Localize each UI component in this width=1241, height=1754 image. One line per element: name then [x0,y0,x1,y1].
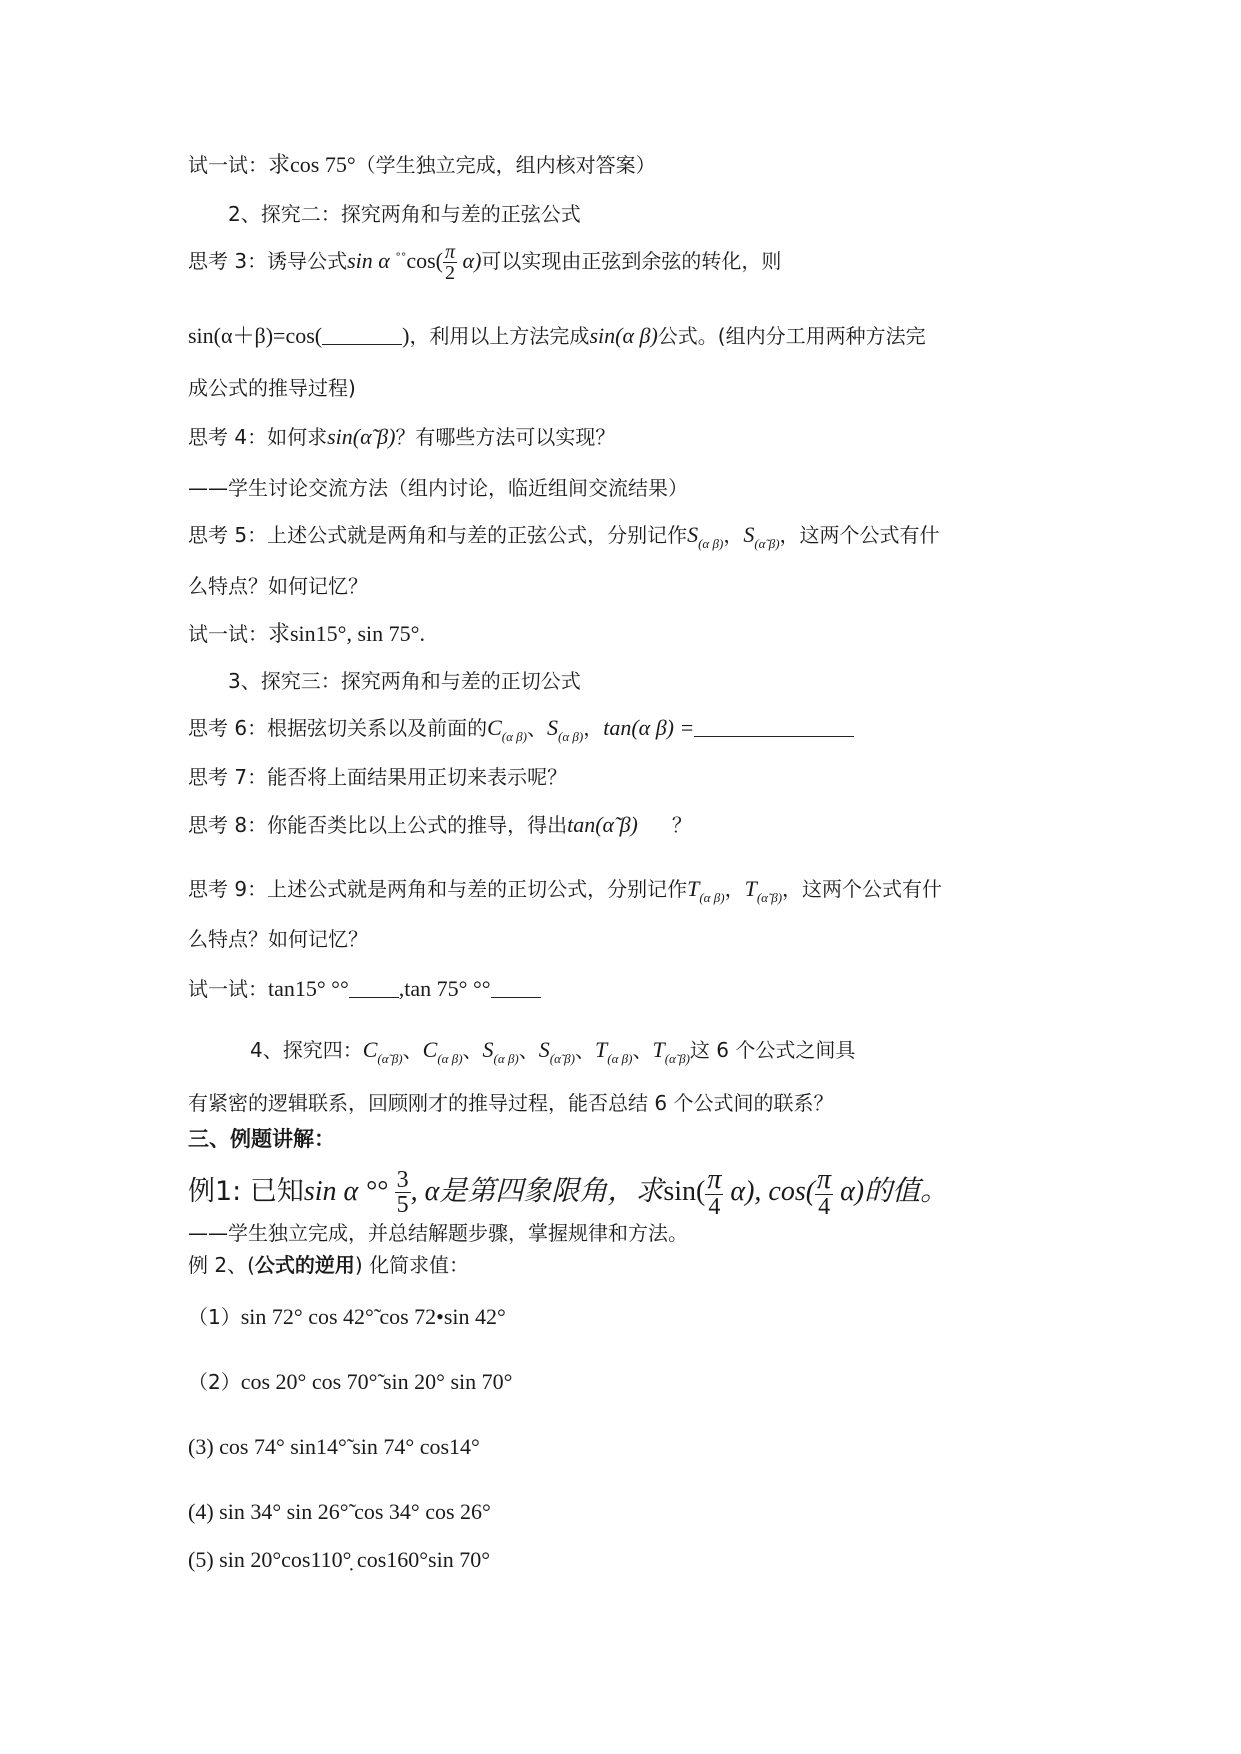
problem-3: (3) cos 74° sin14°̃ sin 74° cos14° [188,1434,480,1459]
try-line-2: 试一试：求sin15°, sin 75°. [188,621,425,646]
think-4-line: 思考 4：如何求sin(α̃ β)？有哪些方法可以实现？ [188,424,616,449]
problem-5: (5) sin 20°cos110°̣ cos160°sin 70° [188,1547,491,1572]
answer-blank[interactable] [694,736,854,737]
explore-4-continued: 有紧密的逻辑联系，回顾刚才的推导过程，能否总结 6 个公式间的联系？ [188,1091,834,1115]
fraction-3-over-5: $\frac{3}{5}$ [396,1167,409,1218]
example-1: 例1: 已知sin α °° $\frac{3}{5}$ , α是第四象限角，求sin( $\frac{\pi}{4}$ α), cos( $\frac{\pi}{4}$ α)的值。 [188,1164,949,1220]
think-9-line: 思考 9：上述公式就是两角和与差的正切公式，分别记作$T_{(\alpha \beta)}$，$T_{(\alphã \beta)}$，这两个公式有什 [188,876,943,905]
answer-blank[interactable] [322,344,402,345]
think-3-continued: sin(α＋β)=cos( )，利用以上方法完成sin(α β)公式。(组内分工用两种方法完 [188,323,926,348]
example-1-note: ——学生独立完成，并总结解题步骤，掌握规律和方法。 [188,1221,688,1245]
think-9-continued: 么特点？如何记忆？ [188,927,368,951]
answer-blank[interactable] [491,997,541,998]
fraction-pi-over-4: $\frac{\pi}{4}$ [817,1164,832,1220]
section-explore-2: 2、探究二：探究两角和与差的正弦公式 [228,202,581,226]
problem-2: （2）cos 20° cos 70°̃ sin 20° sin 70° [188,1369,513,1394]
section-explore-4: 4、探究四：$C_{(\alphã \beta)}$、$C_{(\alpha \beta)}$、$S_{(\alpha \beta)}$、$S_{(\alphã \beta)}$、$T_{(\alpha \beta)}$、$T_{(\alphã \beta)}$这 6 个公式之间具 [250,1037,856,1066]
think-5-line: 思考 5：上述公式就是两角和与差的正弦公式，分别记作$S_{(\alpha \beta)}$，$S_{(\alphã \beta)}$，这两个公式有什 [188,522,940,551]
think-3-note: 成公式的推导过程) [188,376,356,400]
think-3-line: 思考 3：诱导公式sin α °°cos( $\frac{\pi}{2}$ α)可以实现由正弦到余弦的转化，则 [188,241,782,284]
think-6-line: 思考 6：根据弦切关系以及前面的$C_{(\alpha \beta)}$、$S_{(\alpha \beta)}$，tan(α β) = [188,713,1081,752]
problem-1: （1）sin 72° cos 42°̃ cos 72•sin 42° [188,1304,506,1329]
section-explore-3: 3、探究三：探究两角和与差的正切公式 [228,669,581,693]
try-line-3: 试一试：tan15° °° ,tan 75° °° [188,974,1081,1004]
think-5-continued: 么特点？如何记忆？ [188,574,368,598]
problem-4: (4) sin 34° sin 26°̃ cos 34° cos 26° [188,1499,491,1524]
fraction-pi-over-2: $\frac{\pi}{2}$ [444,241,456,284]
discussion-note: ——学生讨论交流方法（组内讨论，临近组间交流结果） [188,476,688,500]
try-line-1: 试一试：求cos 75°（学生独立完成，组内核对答案） [188,152,656,177]
think-7-line: 思考 7：能否将上面结果用正切来表示呢？ [188,765,568,789]
answer-blank[interactable] [349,997,399,998]
example-2-title: 例 2、(公式的逆用) 化简求值： [188,1253,470,1277]
section-heading-examples: 三、例题讲解： [188,1127,335,1151]
think-8-line: 思考 8：你能否类比以上公式的推导，得出tan(α̃ β) ？ [188,812,692,837]
fraction-pi-over-4: $\frac{\pi}{4}$ [707,1164,722,1220]
